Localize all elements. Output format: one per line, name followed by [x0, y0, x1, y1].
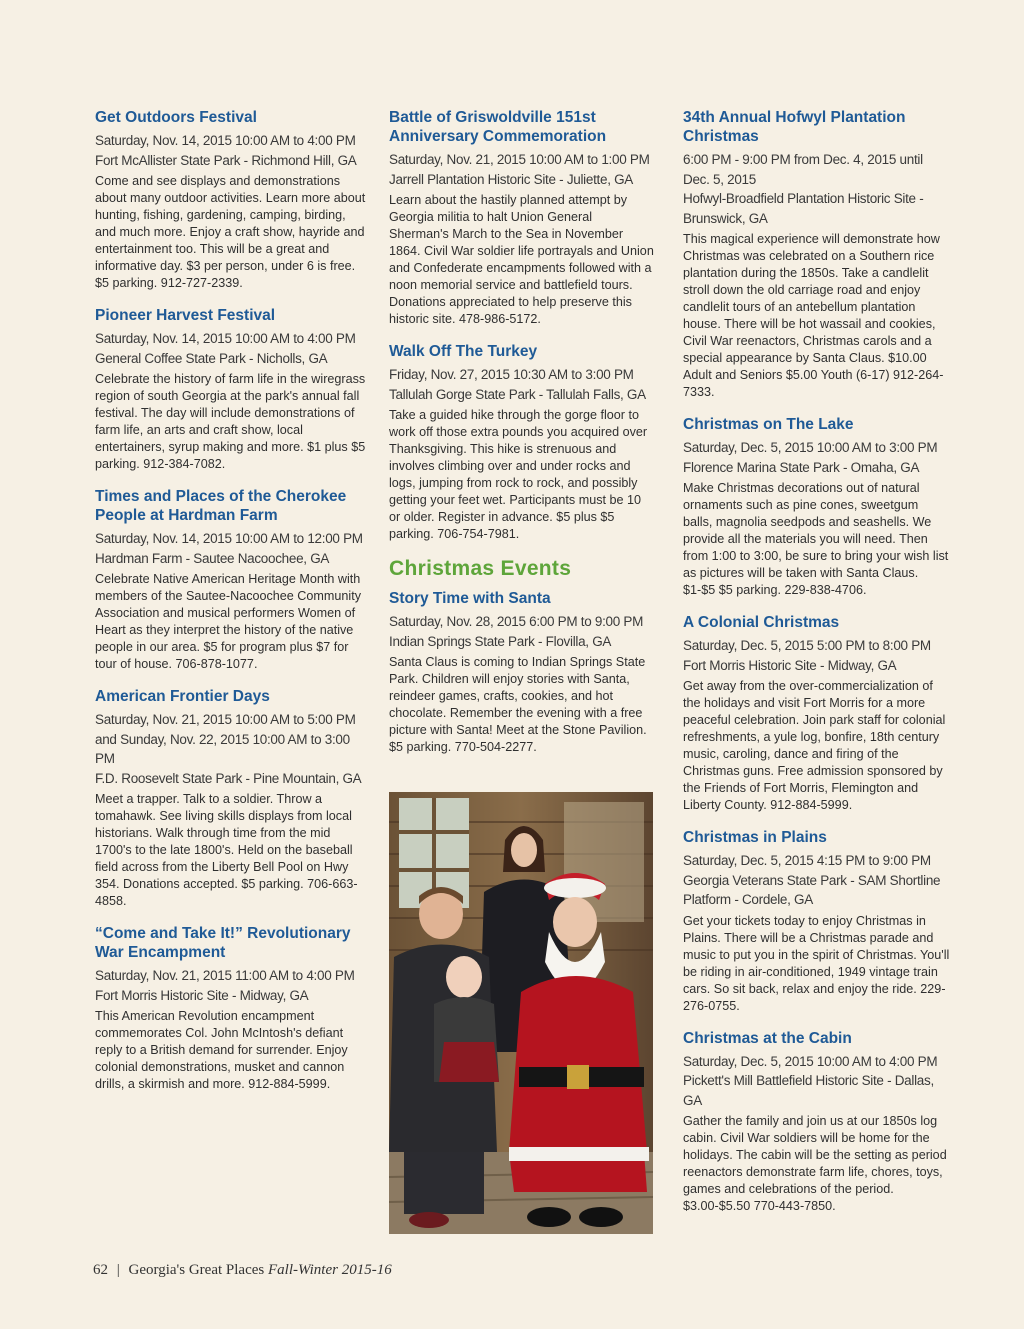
event-description: Take a guided hike through the gorge floor to work off those extra pounds you acquired over Thanksgiving. This hike is strenuous and involves climbing over and under rocks and logs, jumping from rock to rock, and possibly getting your feet wet. Participants must be 10 or older. Register in advance. $5 plus $5 parking. 706-754-7981.	[389, 408, 648, 541]
event-title: Christmas on The Lake	[683, 416, 854, 433]
event-christmas-in-plains	[683, 828, 951, 1015]
event-title: Walk Off The Turkey	[389, 343, 538, 360]
event-description: Get your tickets today to enjoy Christmas in Plains. There will be a Christmas parade and music to put you in the spirit of Christmas. You'll be riding in air-conditioned, 1949 vintage train cars. So sit back, relax and enjoy the ride. 229-276-0755.	[683, 913, 950, 1013]
event-title: Times and Places of the Cherokee People at Hardman Farm	[95, 488, 347, 524]
event-christmas-on-the-lake	[683, 415, 951, 599]
issue-name: Fall-Winter 2015-16	[267, 1262, 392, 1278]
event-location: Hofwyl-Broadfield Plantation Historic Site - Brunswick, GA	[683, 191, 924, 226]
event-location: Hardman Farm - Sautee Nacoochee, GA	[95, 550, 330, 566]
column-1	[95, 108, 367, 1107]
section-heading-christmas-events: Christmas Events	[389, 557, 572, 580]
event-hofwyl-plantation-christmas	[683, 108, 951, 401]
event-description: Celebrate Native American Heritage Month with members of the Sautee-Nacoochee Community Association and musical performers Women of Heart as they interpret the history of the native people in our area. $5 for program plus $7 for tour of house. 706-878-1077.	[95, 572, 361, 671]
event-a-colonial-christmas	[683, 613, 951, 814]
event-title: American Frontier Days	[95, 688, 270, 705]
event-american-frontier-days	[95, 687, 367, 910]
event-date: Saturday, Nov. 14, 2015 10:00 AM to 4:00 PM	[95, 133, 356, 148]
event-description: This American Revolution encampment commemorates Col. John McIntosh's defiant reply to a British demand for surrender. Enjoy colonial demonstrations, musket and cannon drills, a skirmish and more. 912-884-5999.	[95, 1009, 348, 1091]
event-description: Learn about the hastily planned attempt by Georgia militia to halt Union General Sherman's March to the Sea in November 1864. Civil War soldier life portrayals and Union and Confederate encampments followed with a noon memorial service and battlefield tours. Donations appreciated to help preserve this historic site. 478-986-5172.	[389, 193, 654, 326]
event-title: 34th Annual Hofwyl Plantation Christmas	[683, 109, 906, 145]
column-2	[389, 108, 655, 770]
event-title: Christmas at the Cabin	[683, 1029, 852, 1047]
event-description: Get away from the over-commercialization of the holidays and visit Fort Morris for a more peaceful celebration. Join park staff for colonial refreshments, a yule log, bonfire, 18th century music, caroling, dance and firing of the Christmas guns. Free admission sponsored by the Friends of Fort Morris, Flemington and Liberty County. 912-884-5999.	[683, 679, 946, 812]
publication-name: Georgia's Great Places	[128, 1262, 265, 1278]
event-location: Tallulah Gorge State Park - Tallulah Falls, GA	[389, 386, 646, 402]
event-description: Meet a trapper. Talk to a soldier. Throw a tomahawk. See living skills displays from local historians. Walk through time from the mid 1700's to the late 1800's. Held on the baseball field across from the Liberty Bell Pool on Hwy 354. Donations accepted. $5 parking. 706-663-4858.	[95, 792, 358, 908]
event-location: Fort McAllister State Park - Richmond Hill, GA	[95, 152, 357, 168]
event-title: Christmas in Plains	[683, 829, 827, 846]
event-description: Gather the family and join us at our 1850s log cabin. Civil War soldiers will be home for the holidays. The cabin will be the setting as period reenactors demonstrate farm life, chores, toys, games and celebrations of the period. $3.00-$5.50 770-443-7850.	[683, 1114, 947, 1213]
event-title: Story Time with Santa	[389, 590, 551, 607]
event-date: 6:00 PM - 9:00 PM from Dec. 4, 2015 until Dec. 5, 2015	[683, 152, 923, 187]
event-pioneer-harvest-festival	[95, 306, 367, 473]
event-location: Fort Morris Historic Site - Midway, GA	[683, 657, 897, 673]
event-title: “Come and Take It!” Revolutionary War Encampment	[95, 925, 351, 961]
event-location: Fort Morris Historic Site - Midway, GA	[95, 987, 309, 1003]
event-get-outdoors-festival	[95, 108, 367, 292]
event-date: Saturday, Nov. 28, 2015 6:00 PM to 9:00 PM	[389, 614, 644, 629]
event-description: Celebrate the history of farm life in the wiregrass region of south Georgia at the park's annual fall festival. The day will include demonstrations of farm life, an arts and craft show, local entertainers, syrup making and more. $1 plus $5 parking. 912-384-7082.	[95, 372, 366, 471]
event-location: Indian Springs State Park - Flovilla, GA	[389, 633, 612, 649]
event-location: F.D. Roosevelt State Park - Pine Mountain, GA	[95, 770, 362, 786]
event-christmas-at-the-cabin	[683, 1029, 951, 1216]
event-date: Saturday, Nov. 21, 2015 10:00 AM to 1:00 PM	[389, 152, 650, 167]
footer-separator: |	[116, 1262, 120, 1278]
event-title: Battle of Griswoldville 151st Anniversary Commemoration	[389, 109, 607, 145]
event-walk-off-the-turkey	[389, 342, 655, 543]
event-title: Get Outdoors Festival	[95, 109, 257, 126]
event-story-time-with-santa	[389, 589, 655, 756]
page-number: 62	[93, 1262, 108, 1278]
event-description: Come and see displays and demonstrations about many outdoor activities. Learn more about hunting, fishing, gardening, camping, birding, and much more. Enjoy a craft show, hayride and entertainment too. This will be a great and informative day. $3 per person, under 6 is free. $5 parking. 912-727-2339.	[95, 174, 366, 290]
event-location: Georgia Veterans State Park - SAM Shortline Platform - Cordele, GA	[683, 872, 941, 907]
event-date: Saturday, Dec. 5, 2015 10:00 AM to 4:00 PM	[683, 1053, 938, 1069]
event-location: Jarrell Plantation Historic Site - Juliette, GA	[389, 171, 633, 187]
event-location: Florence Marina State Park - Omaha, GA	[683, 459, 920, 475]
event-location: Pickett's Mill Battlefield Historic Site - Dallas, GA	[683, 1073, 934, 1108]
event-date: Saturday, Dec. 5, 2015 5:00 PM to 8:00 PM	[683, 638, 931, 653]
event-description: This magical experience will demonstrate how Christmas was celebrated on a Southern rice plantation during the 1850s. Take a candlelit stroll down the old carriage road and enjoy candlelit tours of an antebellum plantation house. There will be hot wassail and cookies, Civil War reenactors, Christmas carols and a special appearance by Santa Claus. $10.00 Adult and Seniors $5.00 Youth (6-17) 912-264-7333.	[683, 232, 944, 399]
santa-family-photo	[389, 792, 653, 1234]
event-date: Saturday, Nov. 14, 2015 10:00 AM to 4:00 PM	[95, 331, 356, 346]
event-date: Saturday, Nov. 14, 2015 10:00 AM to 12:00 PM	[95, 531, 363, 546]
event-date: Saturday, Dec. 5, 2015 4:15 PM to 9:00 PM	[683, 853, 931, 868]
event-cherokee-hardman-farm	[95, 487, 367, 673]
event-date: Saturday, Dec. 5, 2015 10:00 AM to 3:00 PM	[683, 440, 938, 455]
event-title: Pioneer Harvest Festival	[95, 307, 276, 324]
page-footer	[93, 1262, 392, 1279]
column-3	[683, 108, 951, 1229]
event-battle-of-griswoldville	[389, 108, 655, 328]
event-date: Saturday, Nov. 21, 2015 11:00 AM to 4:00 PM	[95, 968, 355, 983]
event-revolutionary-war-encampment	[95, 924, 367, 1093]
event-date: Saturday, Nov. 21, 2015 10:00 AM to 5:00 PM and Sunday, Nov. 22, 2015 10:00 AM to 3:00 PM	[95, 712, 356, 766]
event-location: General Coffee State Park - Nicholls, GA	[95, 350, 328, 366]
event-title: A Colonial Christmas	[683, 614, 840, 631]
event-description: Make Christmas decorations out of natural ornaments such as pine cones, sweetgum balls, magnolia seedpods and seashells. We provide all the materials you will need. Then from 1:00 to 3:00, be sure to bring your wish list as pictures will be taken with Santa Claus. $1-$5 $5 parking. 229-838-4706.	[683, 481, 949, 597]
event-description: Santa Claus is coming to Indian Springs State Park. Children will enjoy stories with Santa, reindeer games, crafts, cookies, and hot chocolate. Remember the evening with a free picture with Santa! Meet at the Stone Pavilion. $5 parking. 770-504-2277.	[389, 655, 647, 754]
event-date: Friday, Nov. 27, 2015 10:30 AM to 3:00 PM	[389, 367, 634, 382]
